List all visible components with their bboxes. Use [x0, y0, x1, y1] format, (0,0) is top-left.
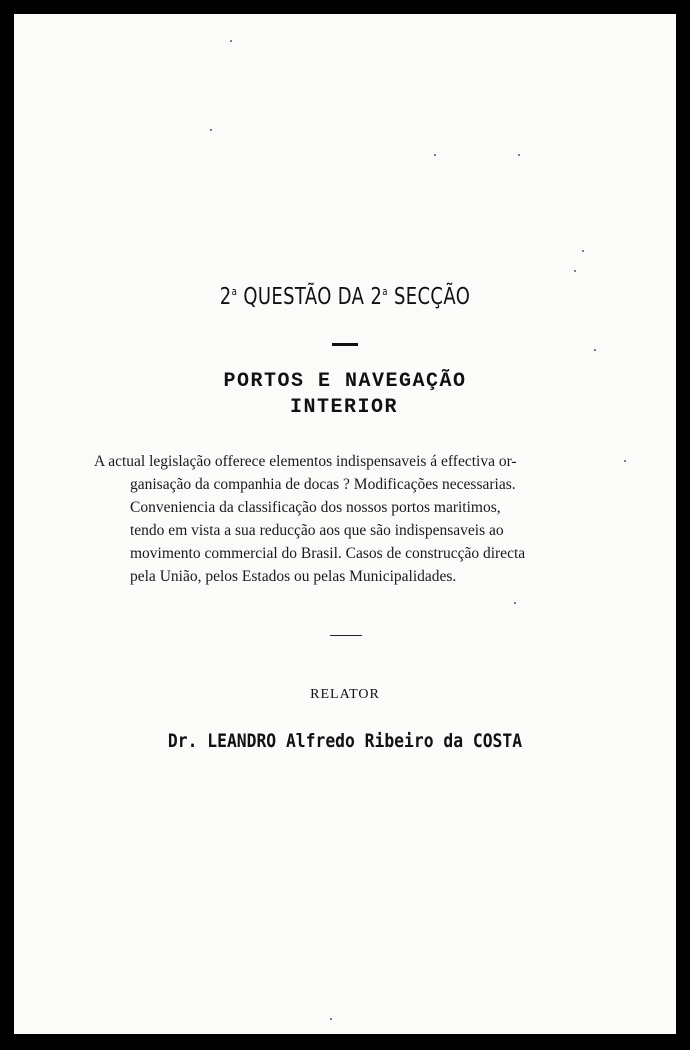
divider — [330, 635, 362, 636]
text-line: A actual legislação offerece elementos indispensaveis á effectiva or- — [94, 453, 517, 470]
heading-number: 2 — [370, 284, 383, 310]
divider — [332, 343, 358, 346]
print-speck — [330, 1018, 332, 1020]
text-line: ganisação da companhia de docas ? Modificações necessarias. — [130, 476, 516, 493]
print-speck — [594, 349, 596, 351]
text-line: tendo em vista a sua reducção aos que são indispensaveis ao — [130, 522, 504, 539]
print-speck — [230, 40, 232, 42]
print-speck — [434, 154, 436, 156]
print-speck — [582, 250, 584, 252]
text-line: Conveniencia da classificação dos nossos portos maritimos, — [130, 499, 501, 516]
question-text — [94, 450, 594, 588]
heading-ordinal: a — [382, 285, 388, 298]
print-speck — [574, 270, 576, 272]
heading-questao: QUESTÃO DA — [243, 284, 365, 310]
document-page — [14, 14, 676, 1034]
heading-seccao: SECÇÃO — [394, 284, 471, 310]
relator-label: RELATOR — [310, 687, 380, 702]
print-speck — [624, 460, 626, 462]
text-line: movimento commercial do Brasil. Casos de construcção directa — [130, 545, 526, 562]
section-heading — [87, 284, 603, 310]
heading-ordinal: a — [231, 285, 238, 298]
text-line: pela União, pelos Estados ou pelas Municipalidades. — [130, 568, 457, 585]
relator-name: Dr. LEANDRO Alfredo Ribeiro da COSTA — [167, 730, 523, 752]
heading-number: 2 — [219, 284, 232, 310]
subtitle-line: PORTOS E NAVEGAÇÃO — [223, 370, 467, 393]
print-speck — [518, 154, 520, 156]
print-speck — [210, 129, 212, 131]
print-speck — [514, 602, 516, 604]
subtitle-line: INTERIOR — [289, 396, 398, 419]
